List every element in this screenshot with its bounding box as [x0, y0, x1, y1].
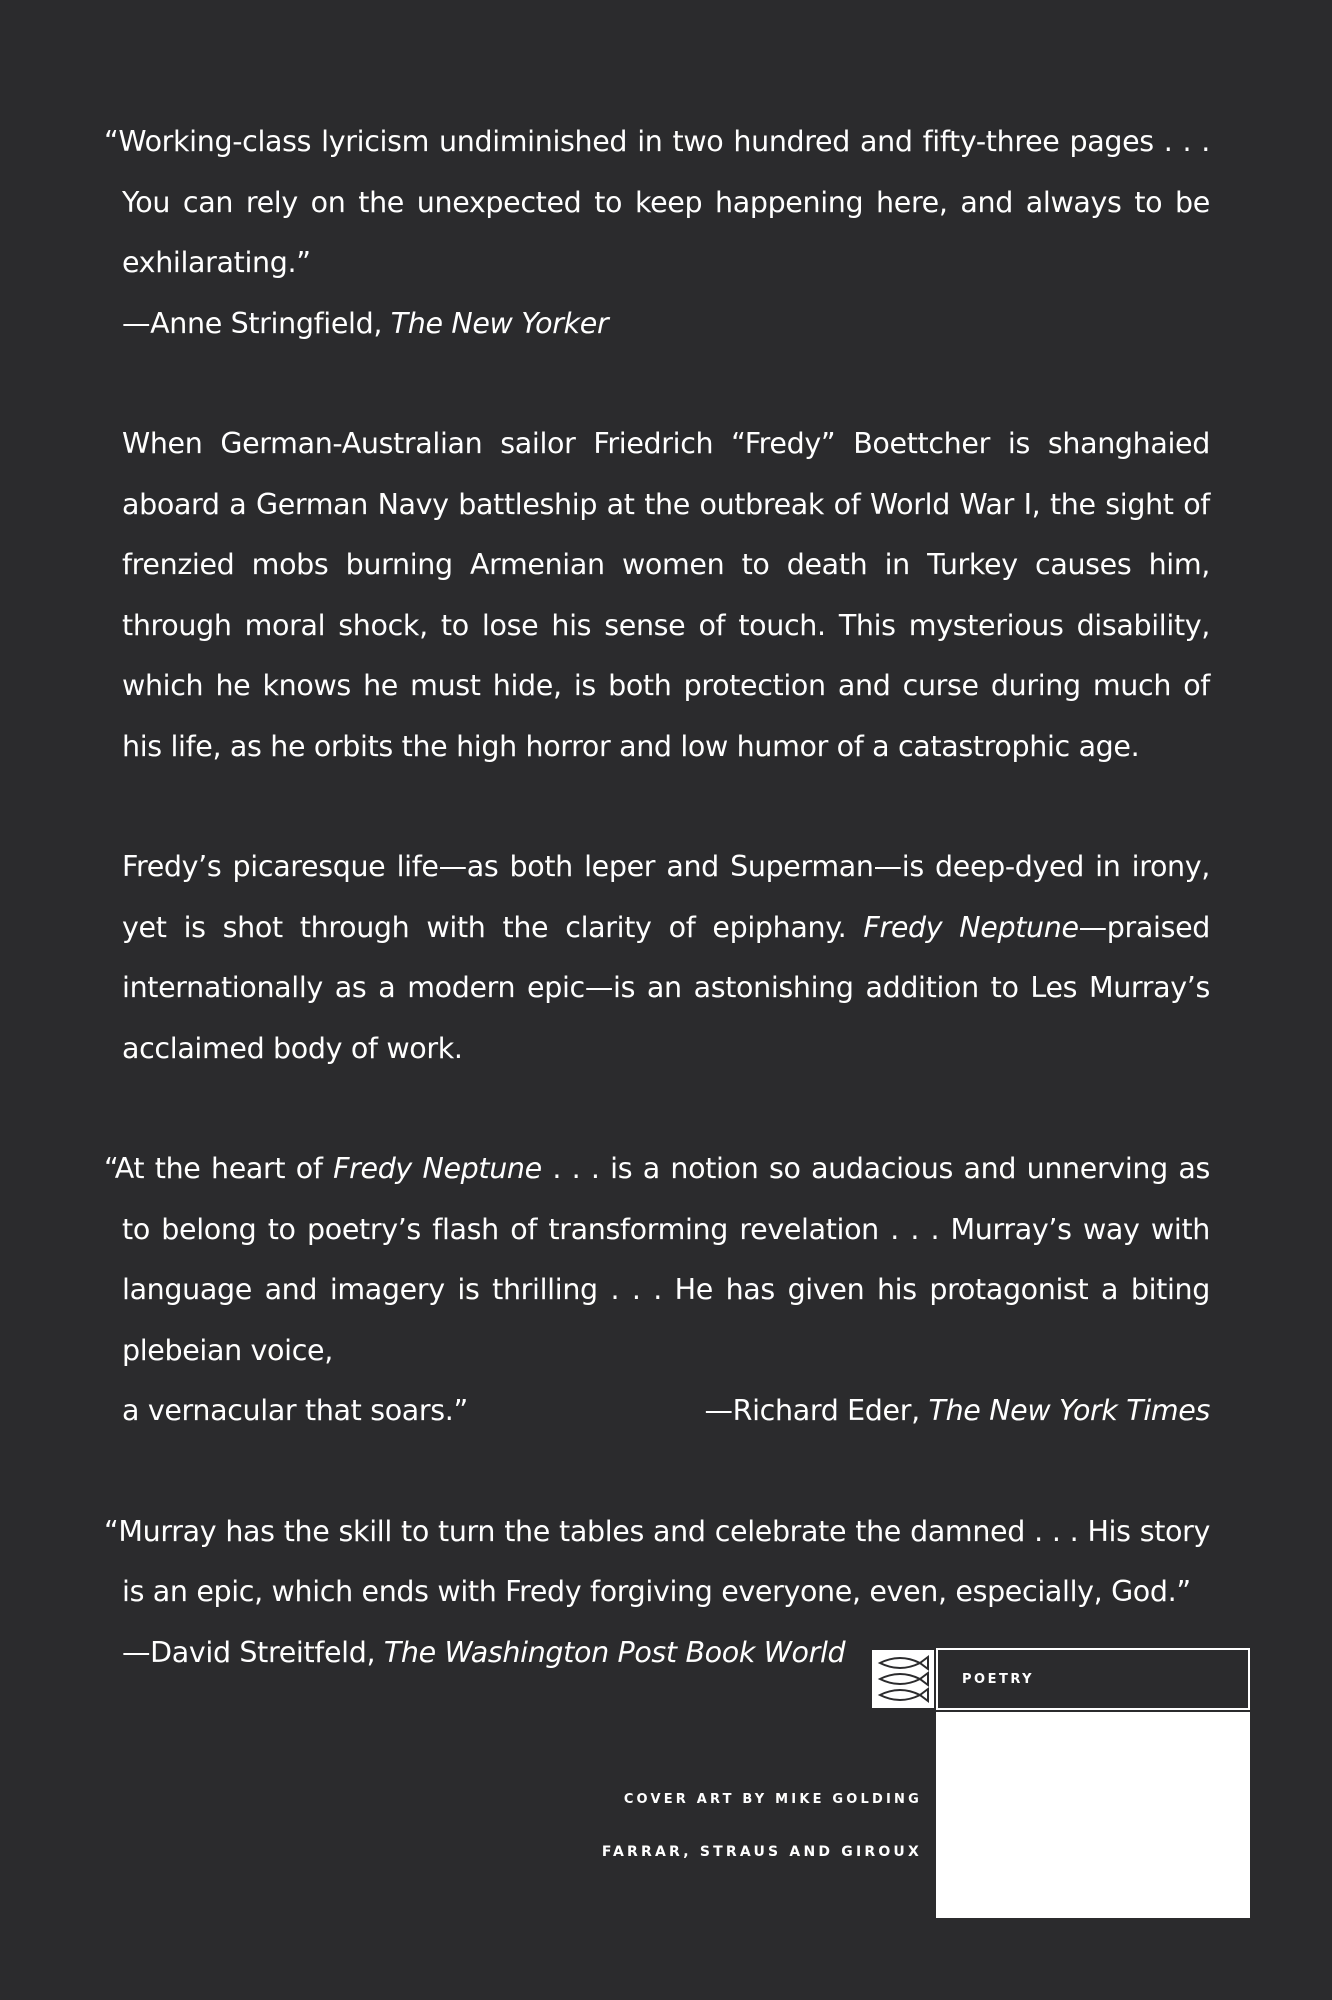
quote-last-line	[122, 1381, 1210, 1442]
reviewer-name: —Anne Stringfield,	[122, 306, 391, 340]
publisher-name: FARRAR, STRAUS AND GIROUX	[601, 1844, 922, 1860]
synopsis-text: Fredy’s picaresque life—as both leper and Superman—is deep-dyed in irony, yet is shot through with the clarity of epiphany.	[122, 850, 1210, 944]
quote-text-part: “At the heart of	[104, 1152, 334, 1185]
quote-text-end: a vernacular that soars.”	[122, 1394, 468, 1427]
quote-text-part: . . . is a notion so audacious and unnerving as to belong to poetry’s flash of transforming revelation . . . Murray’s way with language and imagery is thrilling . . . He has given his protagonist a biting plebeian voice,	[122, 1152, 1211, 1367]
book-title: Fredy Neptune	[333, 1152, 542, 1185]
publication-name: The New Yorker	[390, 306, 609, 340]
review-quote-new-yorker	[104, 112, 1210, 354]
synopsis-paragraph-1: When German-Australian sailor Friedrich “Fredy” Boettcher is shanghaied aboard a German Navy battleship at the outbreak of World War I, the sight of frenzied mobs burning Armenian women to death in Turkey causes him, through moral shock, to lose his sense of touch. This mysterious disability, which he knows he must hide, is both protection and curse during much of his life, as he orbits the high horror and low humor of a catastrophic age.	[122, 427, 1210, 763]
review-quote-new-york-times	[104, 1139, 1211, 1442]
quote-attribution	[122, 294, 1210, 355]
reviewer-name: —Richard Eder,	[704, 1394, 929, 1427]
publisher-logo	[870, 1648, 936, 1710]
fish-icon	[872, 1650, 934, 1708]
publication-name: The New York Times	[928, 1394, 1210, 1427]
synopsis-text: —praised internationally as a modern epic—is an astonishing addition to Les Murray’s acclaimed body of work.	[122, 910, 1211, 1065]
quote-text: “Working-class lyricism undiminished in two hundred and fifty-three pages . . . You can rely on the unexpected to keep happening here, and always to be exhilarating.”	[104, 125, 1210, 279]
category-label: POETRY	[936, 1648, 1250, 1710]
back-cover-text	[104, 112, 1211, 1743]
reviewer-name: —David Streitfeld,	[122, 1635, 384, 1669]
quote-text	[104, 1139, 1211, 1381]
barcode-area	[936, 1712, 1250, 1918]
cover-art-credit: COVER ART BY MIKE GOLDING	[623, 1792, 922, 1807]
quote-attribution	[705, 1381, 1210, 1442]
publication-name: The Washington Post Book World	[383, 1635, 846, 1669]
synopsis-paragraph-2	[122, 837, 1210, 1079]
book-title: Fredy Neptune	[863, 910, 1079, 944]
quote-text: “Murray has the skill to turn the tables and celebrate the damned . . . His story is an epic, which ends with Fredy forgiving everyone, even, especially, God.”	[104, 1514, 1210, 1608]
